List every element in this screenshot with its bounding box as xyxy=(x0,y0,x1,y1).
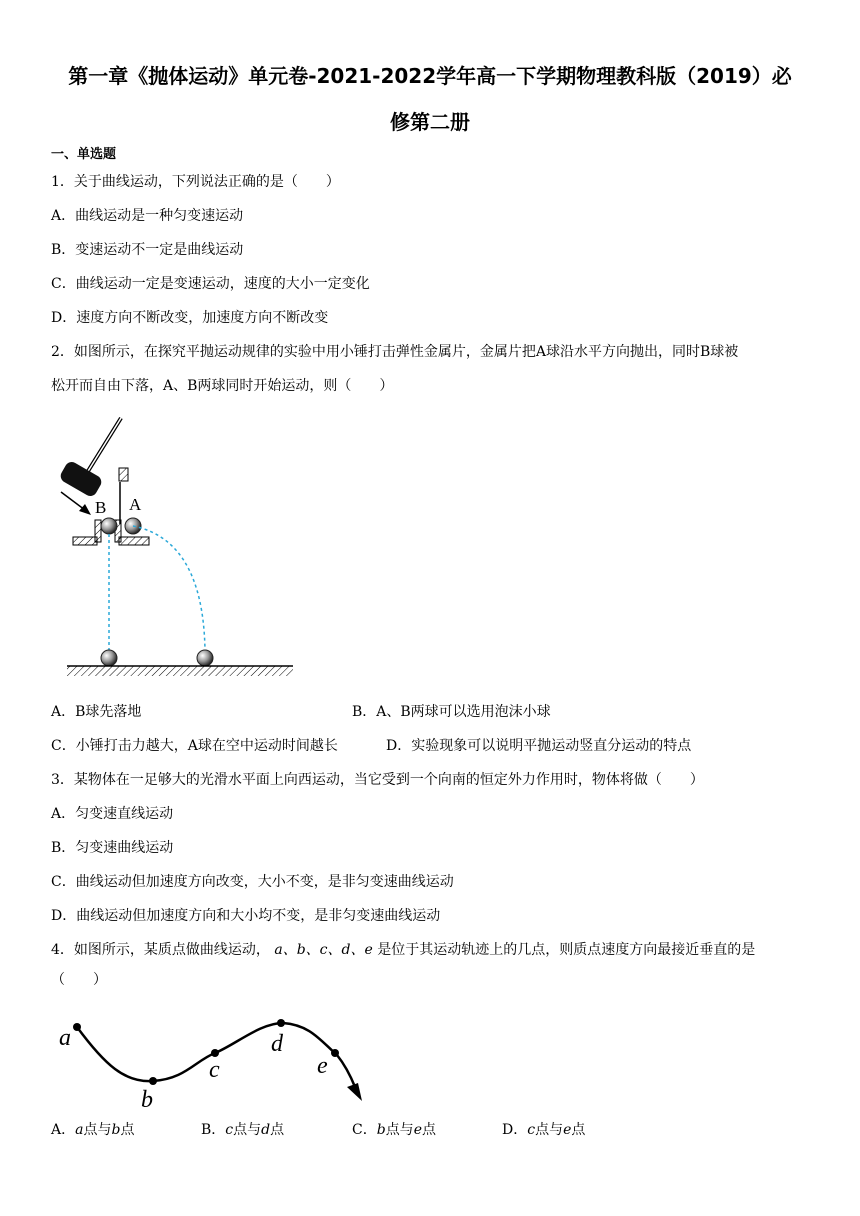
q4-stem-line-2: （ ） xyxy=(51,972,107,988)
q3-option-a: A．匀变速直线运动 xyxy=(51,806,174,822)
q1-stem: 1．关于曲线运动，下列说法正确的是（ ） xyxy=(51,174,340,190)
section-heading: 一、单选题 xyxy=(51,147,117,162)
q4-option-a xyxy=(51,1120,134,1140)
label-point-a: a xyxy=(59,1025,71,1051)
q4-option-c-letter: C． xyxy=(352,1122,377,1138)
label-a: A xyxy=(129,495,142,514)
q3-option-d: D．曲线运动但加速度方向和大小均不变，是非匀变速曲线运动 xyxy=(51,908,441,924)
point-b xyxy=(149,1077,157,1085)
q2-option-d: D．实验现象可以说明平抛运动竖直分运动的特点 xyxy=(386,738,692,754)
q4-option-b-letter: B． xyxy=(201,1122,226,1138)
q2-option-a: A．B球先落地 xyxy=(51,704,142,720)
q4-option-d-letter: D． xyxy=(502,1122,528,1138)
q1-option-d: D．速度方向不断改变，加速度方向不断改变 xyxy=(51,310,329,326)
q4-option-b-var2: d xyxy=(261,1122,271,1138)
q4-figure-curve-path xyxy=(55,1005,385,1115)
label-b: B xyxy=(95,498,107,517)
q3-option-c: C．曲线运动但加速度方向改变，大小不变，是非匀变速曲线运动 xyxy=(51,874,454,890)
point-e xyxy=(331,1049,339,1057)
page-title-line-1: 第一章《抛体运动》单元卷-2021-2022学年高一下学期物理教科版（2019）必 xyxy=(68,64,792,88)
q4-option-c-post: 点 xyxy=(421,1122,436,1138)
q4-option-b-post: 点 xyxy=(270,1122,285,1138)
label-point-d: d xyxy=(271,1031,283,1057)
q1-option-b: B．变速运动不一定是曲线运动 xyxy=(51,242,244,258)
label-point-b: b xyxy=(141,1087,153,1113)
strike-arrow xyxy=(61,492,85,510)
q1-option-a: A．曲线运动是一种匀变速运动 xyxy=(51,208,244,224)
q4-option-d-mid: 点与 xyxy=(535,1122,564,1138)
q4-option-a-var1: a xyxy=(75,1122,84,1138)
q1-option-c: C．曲线运动一定是变速运动，速度的大小一定变化 xyxy=(51,276,370,292)
q4-option-c xyxy=(352,1120,436,1140)
page-title-line-2: 修第二册 xyxy=(390,110,470,134)
q2-figure-projectile-experiment xyxy=(55,412,300,684)
q2-stem-line-1: 2．如图所示，在探究平抛运动规律的实验中用小锤打击弹性金属片，金属片把A球沿水平方向抛出，同时B球被 xyxy=(51,344,739,360)
q4-option-a-var2: b xyxy=(111,1122,121,1138)
q4-option-b-var1: c xyxy=(225,1122,234,1138)
q4-option-c-var2: e xyxy=(413,1122,422,1138)
q4-option-d-var2: e xyxy=(563,1122,572,1138)
ground-hatch xyxy=(67,666,293,676)
q3-stem: 3．某物体在一足够大的光滑水平面上向西运动，当它受到一个向南的恒定外力作用时，物体将做（ ） xyxy=(51,772,704,788)
hammer-head xyxy=(58,459,104,498)
ball-b-landed xyxy=(101,650,117,666)
ball-b-start xyxy=(101,518,117,534)
q4-option-a-mid: 点与 xyxy=(83,1122,112,1138)
trajectory-arrow xyxy=(347,1083,362,1101)
q4-stem-post: 是位于其运动轨迹上的几点，则质点速度方向最接近垂直的是 xyxy=(377,942,756,958)
q2-option-b: B．A、B两球可以选用泡沫小球 xyxy=(352,704,551,720)
q4-option-d xyxy=(502,1120,585,1140)
q4-option-d-post: 点 xyxy=(571,1122,586,1138)
q4-option-b-mid: 点与 xyxy=(233,1122,262,1138)
point-d xyxy=(277,1019,285,1027)
point-a xyxy=(73,1023,81,1031)
q2-stem-line-2: 松开而自由下落，A、B两球同时开始运动，则（ ） xyxy=(51,378,394,394)
q4-option-b xyxy=(201,1120,284,1140)
q4-option-c-var1: b xyxy=(376,1122,386,1138)
q4-option-a-letter: A． xyxy=(51,1122,76,1138)
q4-stem-pre: 4．如图所示，某质点做曲线运动， xyxy=(51,942,270,958)
q4-stem-vars: a、b、c、d、e xyxy=(274,942,373,958)
q4-option-d-var1: c xyxy=(527,1122,536,1138)
q2-option-c: C．小锤打击力越大，A球在空中运动时间越长 xyxy=(51,738,338,754)
q3-option-b: B．匀变速曲线运动 xyxy=(51,840,174,856)
q4-option-c-mid: 点与 xyxy=(385,1122,414,1138)
ball-a-landed xyxy=(197,650,213,666)
label-point-e: e xyxy=(317,1053,328,1079)
point-c xyxy=(211,1049,219,1057)
q4-stem-line-1 xyxy=(51,940,755,960)
q4-option-a-post: 点 xyxy=(120,1122,135,1138)
label-point-c: c xyxy=(209,1057,220,1083)
